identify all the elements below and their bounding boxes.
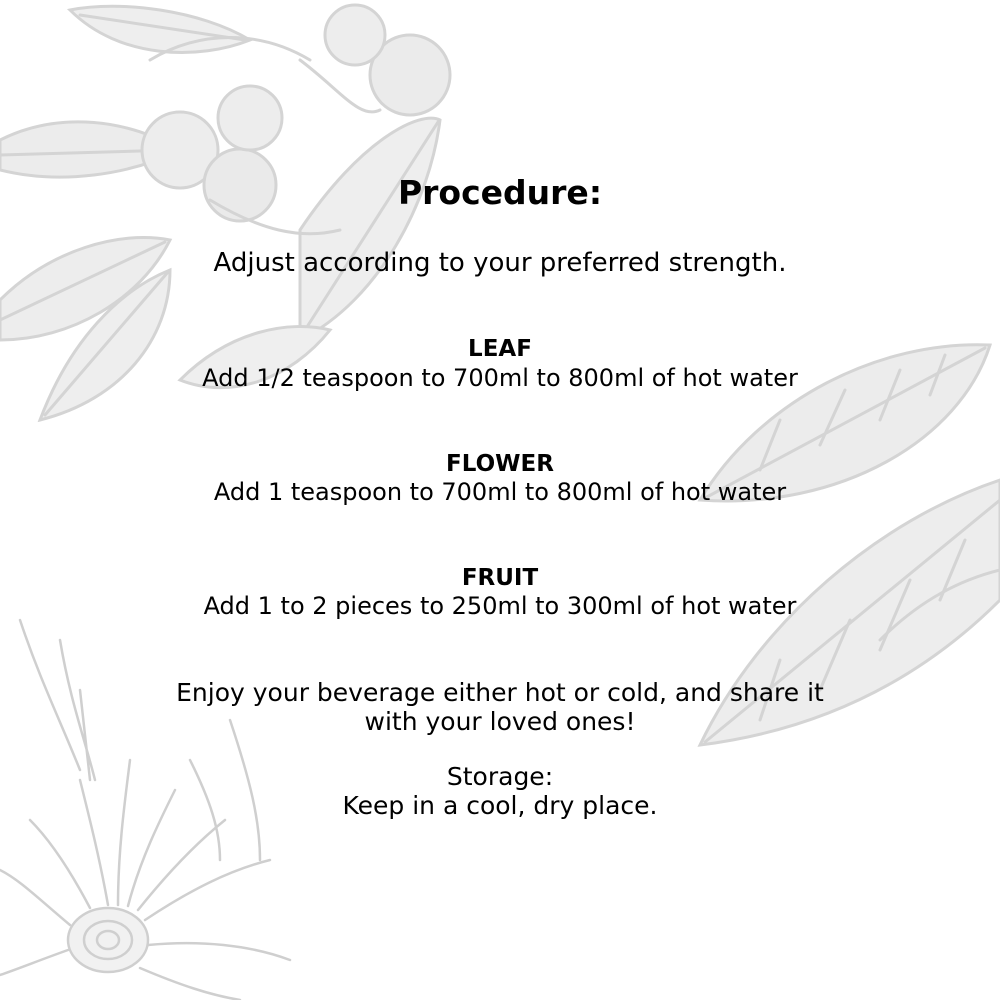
section-instruction: Add 1/2 teaspoon to 700ml to 800ml of hot water	[202, 364, 798, 392]
section-heading: FRUIT	[461, 565, 539, 591]
storage-info	[0, 762, 1000, 820]
storage-text: Keep in a cool, dry place.	[342, 791, 658, 820]
page-title: Procedure:	[397, 173, 603, 212]
closing-line-2: with your loved ones!	[364, 707, 636, 736]
section-heading: LEAF	[468, 336, 532, 362]
closing-line-1: Enjoy your beverage either hot or cold, and share it	[176, 678, 824, 707]
section-instruction: Add 1 to 2 pieces to 250ml to 300ml of hot water	[203, 592, 797, 620]
intro-text: Adjust according to your preferred strength.	[213, 248, 787, 278]
section-instruction: Add 1 teaspoon to 700ml to 800ml of hot water	[213, 478, 787, 506]
section-heading: FLOWER	[446, 451, 554, 477]
closing-message	[0, 678, 1000, 736]
storage-label: Storage:	[446, 762, 554, 791]
